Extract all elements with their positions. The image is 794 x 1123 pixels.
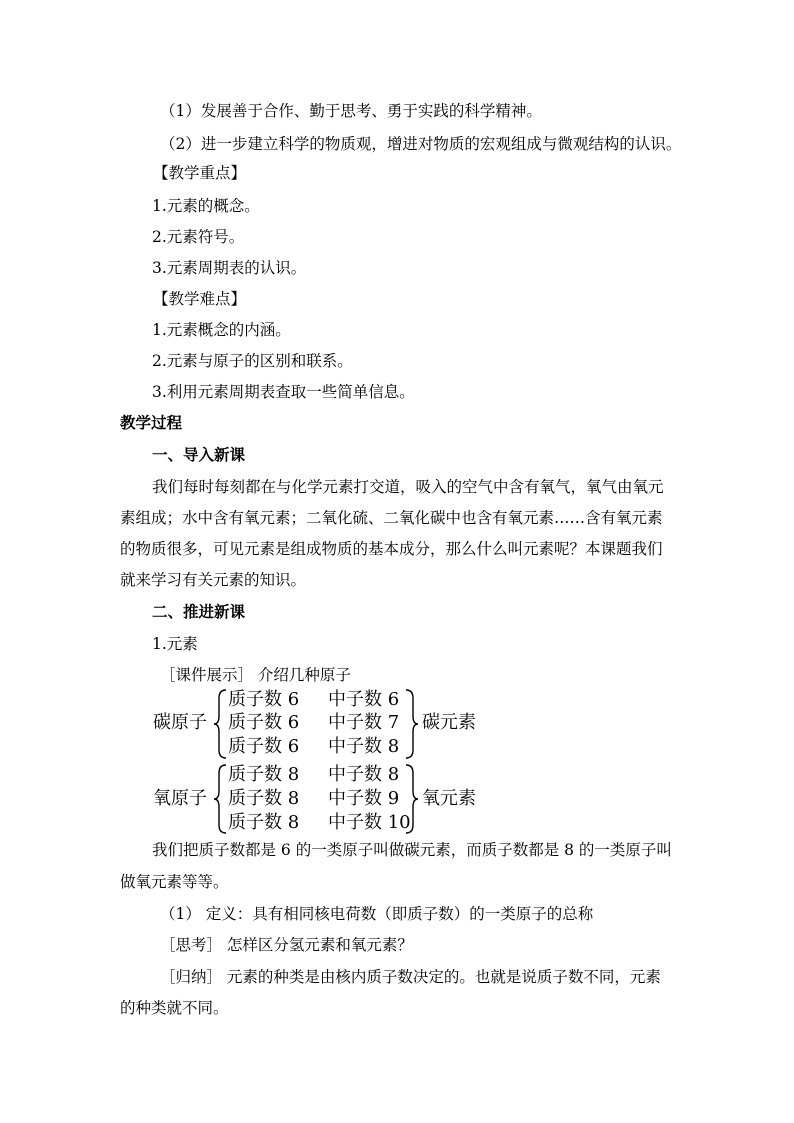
section-heading: 教学过程	[120, 414, 183, 432]
summary-line: 做氧元素等等。	[120, 873, 229, 891]
difficulty-item: 2.元素与原子的区别和联系。	[152, 352, 353, 370]
key-point-item: 1.元素的概念。	[152, 197, 260, 215]
summary-line: 我们把质子数都是 6 的一类原子叫做碳元素，而质子数都是 8 的一类原子叫	[152, 841, 672, 859]
carbon-neutron-count: 中子数 7	[328, 712, 400, 733]
oxygen-atom-label: 氧原子	[153, 788, 207, 809]
left-brace-icon	[212, 688, 228, 760]
intro-heading: 一、导入新课	[152, 446, 246, 464]
intro-paragraph-line: 素组成；水中含有氧元素；二氧化硫、二氧化碳中也含有氧元素……含有氧元素	[120, 509, 663, 527]
courseware-line: ［课件展示］ 介绍几种原子	[160, 666, 351, 684]
carbon-atom-label: 碳原子	[153, 712, 207, 733]
objective-2: （2）进一步建立科学的物质观，增进对物质的宏观组成与微观结构的认识。	[160, 135, 682, 153]
right-brace-icon	[404, 688, 420, 760]
advance-heading: 二、推进新课	[152, 603, 246, 621]
oxygen-proton-count: 质子数 8	[228, 812, 300, 833]
oxygen-element-label: 氧元素	[422, 788, 476, 809]
oxygen-neutron-count: 中子数 8	[328, 764, 400, 785]
conclusion-line: 的种类就不同。	[120, 999, 229, 1017]
carbon-element-label: 碳元素	[422, 712, 476, 733]
difficulty-item: 3.利用元素周期表查取一些简单信息。	[152, 383, 415, 401]
objective-1: （1）发展善于合作、勤于思考、勇于实践的科学精神。	[160, 102, 542, 120]
carbon-proton-count: 质子数 6	[228, 689, 300, 710]
oxygen-proton-count: 质子数 8	[228, 764, 300, 785]
think-line: ［思考］ 怎样区分氢元素和氧元素？	[160, 936, 413, 954]
key-point-item: 2.元素符号。	[152, 228, 245, 246]
key-points-heading: 【教学重点】	[153, 164, 247, 182]
intro-paragraph-line: 我们每时每刻都在与化学元素打交道，吸入的空气中含有氧气，氧气由氧元	[152, 478, 664, 496]
carbon-neutron-count: 中子数 6	[328, 689, 400, 710]
definition-line: （1） 定义：具有相同核电荷数（即质子数）的一类原子的总称	[160, 905, 594, 923]
oxygen-proton-count: 质子数 8	[228, 788, 300, 809]
right-brace-icon	[404, 763, 420, 835]
subsection-title: 1.元素	[152, 635, 198, 653]
carbon-neutron-count: 中子数 8	[328, 736, 400, 757]
conclusion-line: ［归纳］ 元素的种类是由核内质子数决定的。也就是说质子数不同，元素	[160, 968, 661, 986]
difficulties-heading: 【教学难点】	[153, 290, 247, 308]
difficulty-item: 1.元素概念的内涵。	[152, 321, 291, 339]
carbon-proton-count: 质子数 6	[228, 712, 300, 733]
key-point-item: 3.元素周期表的认识。	[152, 259, 307, 277]
intro-paragraph-line: 就来学习有关元素的知识。	[120, 571, 307, 589]
oxygen-neutron-count: 中子数 9	[328, 788, 400, 809]
left-brace-icon	[212, 763, 228, 835]
carbon-proton-count: 质子数 6	[228, 736, 300, 757]
oxygen-neutron-count: 中子数 10	[328, 812, 411, 833]
intro-paragraph-line: 的物质很多，可见元素是组成物质的基本成分，那么什么叫元素呢？本课题我们	[120, 540, 663, 558]
